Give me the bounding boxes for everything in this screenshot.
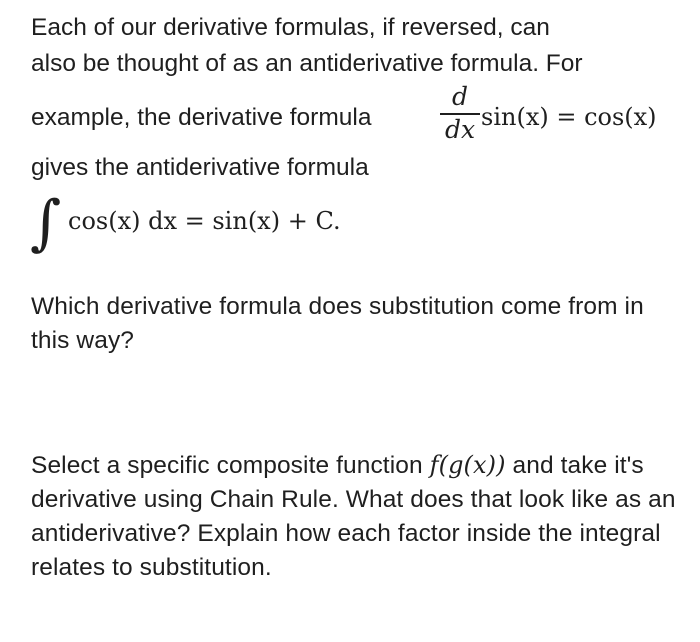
derivative-formula-rhs: sin(x) = cos(x) bbox=[481, 103, 657, 131]
derivative-numerator: d bbox=[451, 82, 468, 111]
paragraph-line-4: gives the antiderivative formula bbox=[31, 154, 369, 181]
question-chain-rule-body: and take it's derivative using Chain Rule. What does that look like as an antiderivative? Explain how each factor inside the integral relates to substitution. bbox=[31, 452, 676, 581]
derivative-operator bbox=[440, 82, 480, 145]
paragraph-line-1: Each of our derivative formulas, if reversed, can bbox=[31, 14, 550, 41]
question-chain-rule-intro: Select a specific composite function bbox=[31, 452, 423, 479]
question-chain-rule bbox=[31, 448, 691, 585]
composite-function: f(g(x)) bbox=[429, 451, 506, 479]
integral-sign: ∫ bbox=[30, 188, 62, 258]
paragraph-line-2: also be thought of as an antiderivative formula. For bbox=[31, 50, 583, 77]
question-substitution: Which derivative formula does substitution come from in this way? bbox=[31, 293, 644, 354]
paragraph-line-3: example, the derivative formula bbox=[31, 104, 372, 131]
derivative-denominator: dx bbox=[444, 115, 476, 144]
antiderivative-formula: cos(x) dx = sin(x) + C. bbox=[68, 207, 341, 235]
